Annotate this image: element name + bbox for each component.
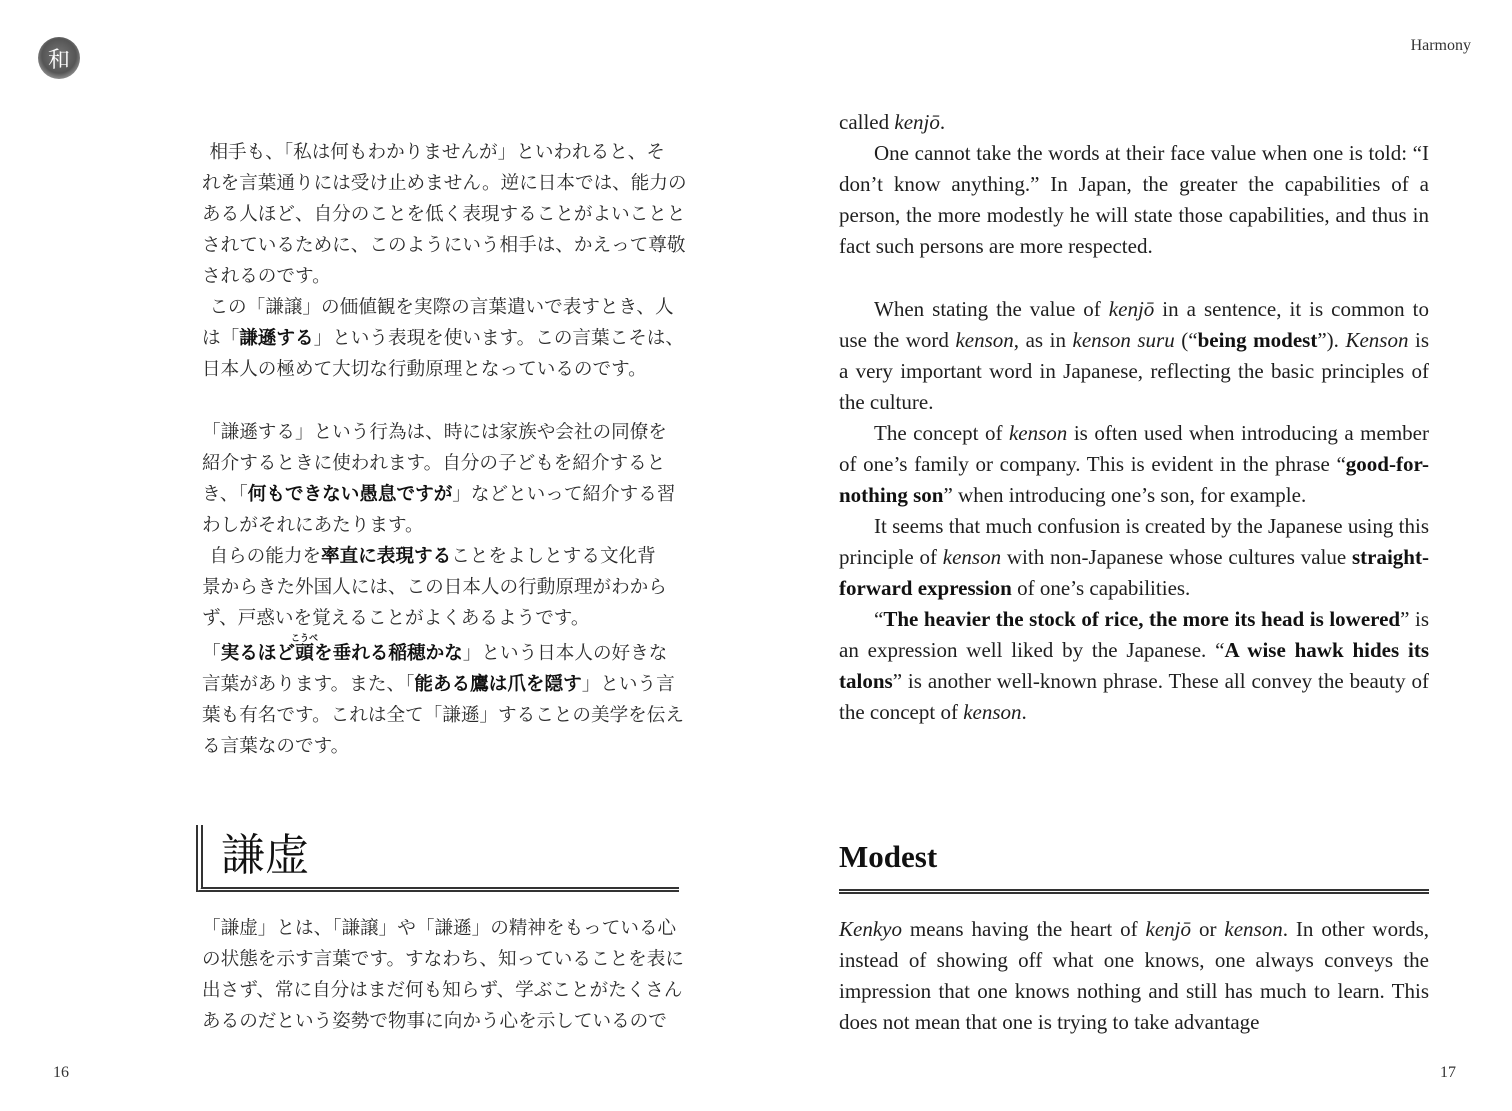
english-block-2: [839, 294, 1429, 728]
english-section-heading: [839, 836, 1429, 894]
jp-line: る言葉なのです。: [202, 736, 350, 757]
en-paragraph: “The heavier the stock of rice, the more its head is lowered” is an expression well liked by the Japanese. “A wise hawk hides its talons” is another well-known phrase. These all convey the beauty of the concept of kenson.: [839, 607, 1430, 724]
jp-line: 紹介するときに使われます。自分の子どもを紹介すると: [202, 453, 666, 474]
jp-line: 葉も有名です。これは全て「謙遜」することの美学を伝え: [202, 705, 684, 726]
en-bold-phrase: good-for-nothing son: [839, 452, 1429, 507]
jp-bold-phrase: 率直に表現する: [321, 546, 452, 567]
jp-line: わしがそれにあたります。: [202, 515, 424, 536]
jp-line: 「謙虚」とは、「謙譲」や「謙遜」の精神をもっている心: [202, 918, 677, 939]
right-page-number: 17: [1440, 1064, 1456, 1081]
japanese-heading-text: 謙虚: [221, 830, 309, 881]
jp-bold-phrase: 何もできない愚息ですが: [247, 484, 453, 505]
jp-line: 景からきた外国人には、この日本人の行動原理がわから: [202, 577, 667, 598]
jp-line: 言葉があります。また、「能ある鷹は爪を隠す」という言: [202, 674, 675, 695]
jp-line: ある人ほど、自分のことを低く表現することがよいことと: [202, 204, 686, 225]
japanese-block-3: [202, 913, 684, 1037]
running-head: Harmony: [1410, 37, 1471, 54]
jp-line: あるのだという姿勢で物事に向かう心を示しているので: [202, 1011, 667, 1032]
japanese-block-2: [202, 417, 684, 762]
en-paragraph: called kenjō.: [839, 110, 946, 134]
english-heading-text: Modest: [839, 839, 938, 874]
jp-line: この「謙譲」の価値観を実際の言葉遣いで表すとき、人: [209, 297, 674, 318]
jp-line: 日本人の極めて大切な行動原理となっているのです。: [202, 359, 647, 380]
japanese-section-heading: [196, 825, 679, 892]
jp-line: れを言葉通りには受け止めません。逆に日本では、能力の: [202, 173, 687, 194]
jp-line: されているために、このようにいう相手は、かえって尊敬: [202, 235, 686, 256]
jp-line: の状態を示す言葉です。すなわち、知っていることを表に: [202, 949, 684, 970]
jp-line: されるのです。: [202, 266, 331, 287]
jp-line: 相手も、「私は何もわかりませんが」といわれると、そ: [209, 142, 665, 163]
jp-bold-phrase: 能ある鷹は爪を隠す: [414, 674, 582, 695]
left-page-number: 16: [53, 1064, 69, 1081]
en-paragraph: The concept of kenson is often used when introducing a member of one’s family or company. This is evident in the phrase “good-for-nothing son” when introducing one’s son, for example.: [839, 421, 1429, 507]
jp-line: は「謙遜する」という表現を使います。この言葉こそは、: [202, 328, 684, 349]
en-paragraph: Kenkyo means having the heart of kenjō or kenson. In other words, instead of showing off what one knows, one always conveys the impression that one knows nothing and still has much to learn. This does not mean that one is trying to take advantage: [839, 917, 1429, 1034]
en-bold-phrase: straight-forward expression: [839, 545, 1429, 600]
jp-line: 出さず、常に自分はまだ何も知らず、学ぶことがたくさん: [202, 980, 683, 1001]
en-paragraph: One cannot take the words at their face value when one is told: “I don’t know anything.” In Japan, the greater the capabilities of a person, the more modestly he will state those capabilities, and thus in fact such persons are more respected.: [839, 141, 1429, 258]
english-block-1: [839, 107, 1429, 262]
harmony-kanji-badge: 和: [38, 37, 80, 79]
en-paragraph: It seems that much confusion is created by the Japanese using this principle of kenson with non-Japanese whose cultures value straight-forward expression of one’s capabilities.: [839, 514, 1429, 600]
jp-line: 「謙遜する」という行為は、時には家族や会社の同僚を: [202, 422, 667, 443]
jp-line: 自らの能力を率直に表現することをよしとする文化背: [209, 546, 656, 567]
en-bold-phrase: The heavier the stock of rice, the more its head is lowered: [883, 607, 1401, 631]
jp-line: 「実るほど頭こうべを垂れる稲穂かな」という日本人の好きな: [202, 634, 668, 664]
jp-bold-phrase: 謙遜する: [239, 328, 314, 349]
ruby-annotation: 頭こうべ: [291, 634, 319, 664]
en-paragraph: When stating the value of kenjō in a sentence, it is common to use the word kenson, as in kenson suru (“being modest”). Kenson is a very important word in Japanese, reflecting the basic principles of the culture.: [839, 297, 1430, 414]
japanese-block-1: [202, 137, 687, 385]
jp-line: ず、戸惑いを覚えることがよくあるようです。: [202, 608, 590, 629]
english-block-3: [839, 914, 1429, 1038]
jp-line: き、「何もできない愚息ですが」などといって紹介する習: [202, 484, 676, 505]
jp-bold-phrase: 実るほど頭こうべを垂れる稲穂かな: [220, 634, 463, 664]
en-bold-phrase: A wise hawk hides its talons: [839, 638, 1429, 693]
en-bold-phrase: being modest: [1197, 328, 1318, 352]
